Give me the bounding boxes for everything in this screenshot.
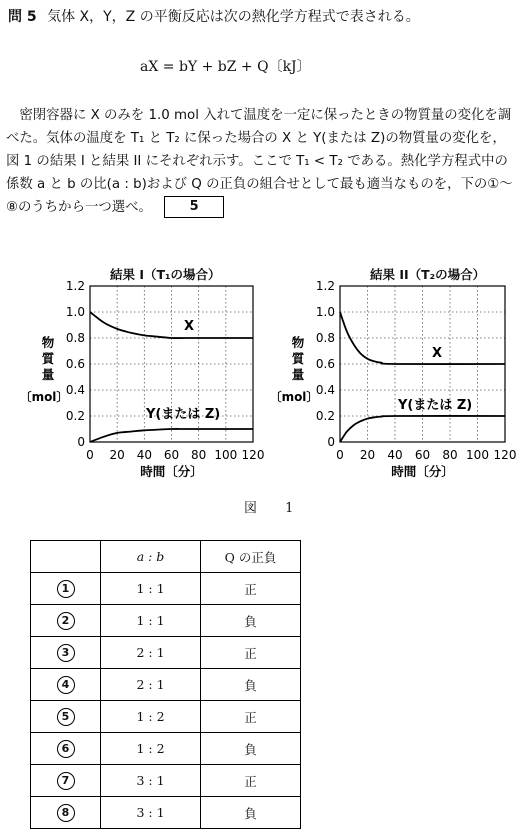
choice-ratio: 2 : 1 [101,637,201,669]
choice-sign: 正 [201,573,301,605]
y-tick-label: 1.0 [65,305,85,319]
circled-number-icon: 8 [57,804,75,822]
y-tick-label: 0.6 [65,357,85,371]
x-tick-label: 100 [214,448,238,462]
choice-number [31,573,101,605]
choice-number [31,637,101,669]
y-axis-label-char: 質 [41,351,55,366]
choice-ratio: 1 : 1 [101,573,201,605]
y-tick-label: 0.8 [315,331,335,345]
choice-ratio: 1 : 2 [101,701,201,733]
y-axis-label-char: 量 [41,367,55,382]
y-tick-label: 1.2 [315,279,335,293]
series-label: X [432,346,443,361]
circled-number-icon: 3 [57,644,75,662]
y-tick-label: 0.4 [65,383,85,397]
chart1-title: 結果 I（T₁の場合） [110,267,221,282]
circled-number-icon: 2 [57,612,75,630]
y-tick-label: 0.8 [65,331,85,345]
table-header-row [31,541,301,573]
series-label: X [184,319,195,334]
choice-sign: 負 [201,669,301,701]
circled-number-icon: 1 [57,580,75,598]
x-tick-label: 120 [493,448,517,462]
choice-row-6[interactable] [31,733,301,765]
choice-number [31,733,101,765]
x-tick-label: 20 [359,448,376,462]
y-tick-label: 0.6 [315,357,335,371]
answer-box[interactable]: 5 [164,196,224,218]
circled-number-icon: 5 [57,708,75,726]
y-tick-label: 0.2 [65,409,85,423]
y-axis-unit: 〔mol〕 [19,390,69,404]
y-axis-unit: 〔mol〕 [269,390,319,404]
y-tick-label: 0 [77,435,85,449]
choice-number [31,701,101,733]
y-tick-label: 1.0 [315,305,335,319]
header-q: Q の正負 [201,541,301,573]
choice-sign: 正 [201,701,301,733]
choice-number [31,605,101,637]
header-ab: a : b [101,541,201,573]
choice-sign: 負 [201,733,301,765]
x-tick-label: 40 [387,448,403,462]
choice-row-5[interactable] [31,701,301,733]
y-axis-label-char: 質 [291,351,305,366]
choice-row-2[interactable] [31,605,301,637]
series-label: Y(または Z) [398,398,473,413]
y-tick-label: 0 [327,435,335,449]
x-tick-label: 20 [109,448,125,462]
x-tick-label: 0 [336,448,344,462]
choice-sign: 正 [201,637,301,669]
x-tick-label: 120 [241,448,265,462]
x-axis-label: 時間〔分〕 [391,464,454,479]
choice-row-4[interactable] [31,669,301,701]
choice-row-8[interactable] [31,797,301,829]
choice-ratio: 1 : 1 [101,605,201,637]
x-tick-label: 100 [466,448,489,462]
choice-number [31,669,101,701]
choice-number [31,797,101,829]
choice-ratio: 1 : 2 [101,733,201,765]
choice-ratio: 3 : 1 [101,765,201,797]
x-tick-label: 60 [414,448,431,462]
choice-row-1[interactable] [31,573,301,605]
figure-caption: 図 1 [244,501,306,516]
choice-row-3[interactable] [31,637,301,669]
x-tick-label: 80 [442,448,458,462]
paragraph-text: 密閉容器に X のみを 1.0 mol 入れて温度を一定に保ったときの物質量の変化を調べた。気体の温度を T₁ と T₂ に保った場合の X と Y(または Z)の物質量の変化を，図 1 の結果 I と結果 II にそれぞれ示す。ここで T₁ < T₂ である。熱化学方程式中の係数 a と b の比(a : b)および Q の正負の組合せとして最も適当なものを，下の①～⑧のうちから一つ選べ。 [6,108,513,215]
y-axis-label-char: 物 [41,335,55,350]
circled-number-icon: 7 [57,772,75,790]
y-tick-label: 0.2 [315,409,335,423]
x-tick-label: 40 [136,448,152,462]
choice-row-7[interactable] [31,765,301,797]
choice-ratio: 2 : 1 [101,669,201,701]
choice-sign: 正 [201,765,301,797]
choice-sign: 負 [201,605,301,637]
question-prompt: 気体 X，Y，Z の平衡反応は次の熱化学方程式で表される。 [47,9,420,25]
choice-ratio: 3 : 1 [101,797,201,829]
y-axis-label-char: 物 [291,335,305,350]
y-tick-label: 1.2 [65,279,85,293]
y-axis-label-char: 量 [291,367,305,382]
thermochemical-equation: aX = bY + bZ + Q〔kJ〕 [140,59,311,75]
choices-table [30,540,301,829]
circled-number-icon: 4 [57,676,75,694]
question-number: 問 5 [8,9,37,25]
choice-sign: 負 [201,797,301,829]
y-tick-label: 0.4 [315,383,335,397]
header-blank [31,541,101,573]
x-tick-label: 80 [191,448,207,462]
chart2-title: 結果 II（T₂の場合） [370,267,486,282]
choice-number [31,765,101,797]
x-axis-label: 時間〔分〕 [140,464,203,479]
x-tick-label: 60 [163,448,180,462]
series-label: Y(または Z) [146,407,221,422]
circled-number-icon: 6 [57,740,75,758]
x-tick-label: 0 [86,448,94,462]
